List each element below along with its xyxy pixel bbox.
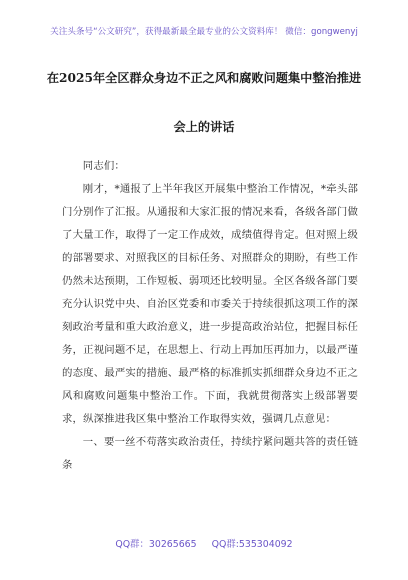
footer-qq-group-1: QQ群：30265665	[115, 539, 197, 550]
document-title-line-2: 会上的讲话	[173, 120, 235, 134]
section-heading-1: 一、要一丝不苟落实政治责任，持续拧紧问题共答的责任链条	[62, 436, 358, 471]
body-paragraph-1: 刚才，*通报了上半年我区开展集中整治工作情况，*牵头部门分别作了汇报。从通报和大家汇报的情况来看，各级各部门做了大量工作，取得了一定工作成效，成绩值得肯定。但对照上级的部署要求、对照我区的目标任务、对照群众的期盼，有些工作仍然未达预期，工作短板、弱项还比较明显。全区各级各部门要充分认识党中央、自治区党委和市委关于持续很抓这项工作的深刻政治考量和重大政治意义，进一步提高政治站位，把握目标任务，正视问题不足，在思想上、行动上再加压再加力，以最严谨的态度、最严实的措施、最严格的标准抓实抓细群众身边不正之风和腐败问题集中整治工作。下面，我就贯彻落实上级部署要求，纵深推进我区集中整治工作取得实效，强调几点意见：	[62, 183, 358, 425]
document-body	[62, 155, 358, 477]
greeting: 同志们：	[82, 160, 125, 172]
footer-qq-group-2: QQ群:535304092	[211, 539, 293, 550]
header-promo-note: 关注头条号“公文研究”，获得最新最全最专业的公文资料库！ 微信：gongwenyj	[50, 27, 358, 37]
footer-qq-groups	[0, 536, 408, 550]
document-title-line-1: 在2025年全区群众身边不正之风和腐败问题集中整治推进	[46, 71, 362, 85]
